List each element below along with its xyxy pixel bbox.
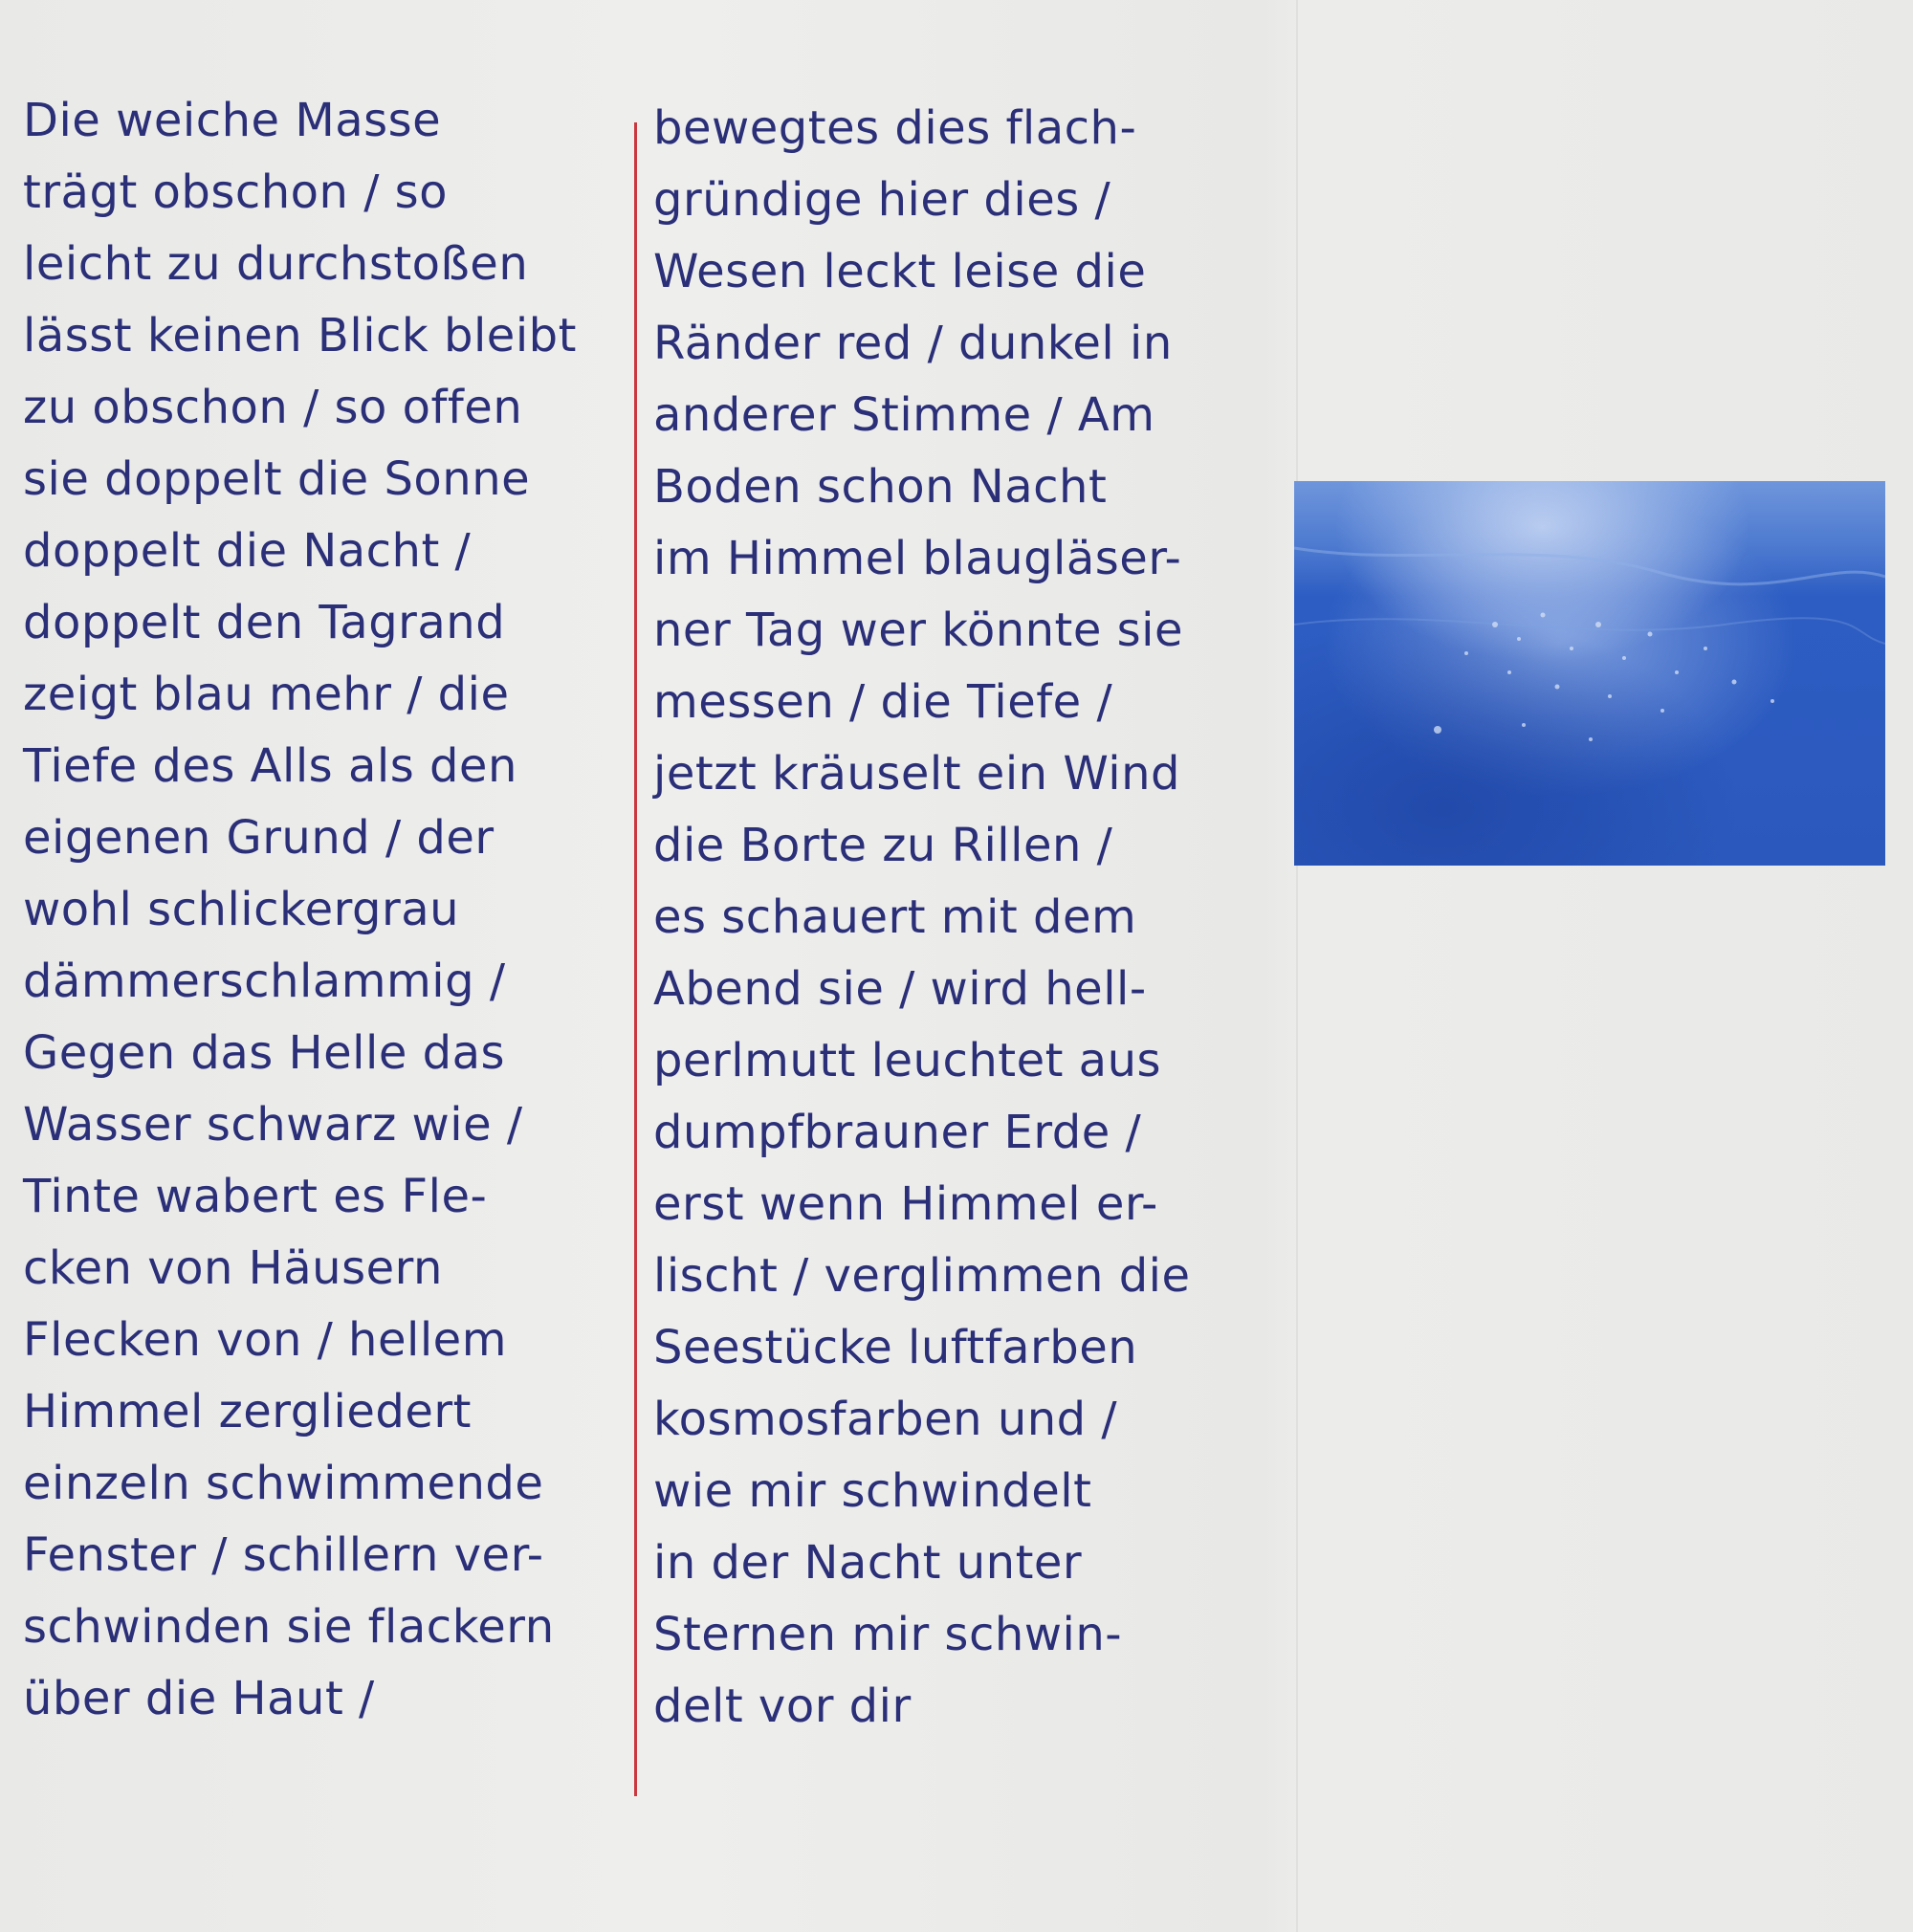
poem-line: wie mir schwindelt xyxy=(653,1464,1092,1518)
poem-line: messen / die Tiefe / xyxy=(653,675,1113,729)
poem-line: Fenster / schillern ver- xyxy=(23,1528,544,1582)
poem-line: Tinte wabert es Fle- xyxy=(23,1170,488,1223)
poem-line: sie doppelt die Sonne xyxy=(23,452,531,506)
poem-line: einzeln schwimmende xyxy=(23,1457,544,1510)
poem-line: über die Haut / xyxy=(23,1672,375,1725)
poem-line: zeigt blau mehr / die xyxy=(23,668,510,721)
poem-line: leicht zu durchstoßen xyxy=(23,237,529,291)
poem-line: ner Tag wer könnte sie xyxy=(653,604,1184,657)
poem-line: im Himmel blaugläser- xyxy=(653,532,1182,585)
poem-line: schwinden sie flackern xyxy=(23,1600,555,1654)
poem-line: Wesen leckt leise die xyxy=(653,245,1147,298)
poem-line: zu obschon / so offen xyxy=(23,381,523,434)
poem-line: in der Nacht unter xyxy=(653,1536,1083,1590)
poem-line: es schauert mit dem xyxy=(653,890,1137,944)
poem-line: Boden schon Nacht xyxy=(653,460,1108,514)
poem-line: wohl schlickergrau xyxy=(23,883,460,936)
poem-line: Seestücke luftfarben xyxy=(653,1321,1138,1374)
poem-line: kosmosfarben und / xyxy=(653,1393,1118,1446)
poem-line: Gegen das Helle das xyxy=(23,1026,506,1080)
poem-column-left xyxy=(23,85,577,1735)
poem-line: Ränder red / dunkel in xyxy=(653,317,1173,370)
poem-line: dumpfbrauner Erde / xyxy=(653,1106,1142,1159)
poem-line: doppelt den Tagrand xyxy=(23,596,506,649)
poem-line: Tiefe des Alls als den xyxy=(23,739,517,793)
poem-line: Himmel zergliedert xyxy=(23,1385,472,1438)
poem-line: eigenen Grund / der xyxy=(23,811,495,865)
poem-line: anderer Stimme / Am xyxy=(653,388,1155,442)
poem-line: Wasser schwarz wie / xyxy=(23,1098,523,1152)
poem-line: gründige hier dies / xyxy=(653,173,1111,227)
poem-line: lässt keinen Blick bleibt xyxy=(23,309,577,362)
poem-line: Sternen mir schwin- xyxy=(653,1608,1123,1661)
poem-line: Flecken von / hellem xyxy=(23,1313,507,1367)
poem-line: lischt / verglimmen die xyxy=(653,1249,1191,1303)
water-photo-graphic xyxy=(1294,481,1885,866)
red-stitch-binding xyxy=(634,122,637,1796)
poem-line: cken von Häusern xyxy=(23,1241,443,1295)
poem-line: delt vor dir xyxy=(653,1680,912,1733)
poem-line: jetzt kräuselt ein Wind xyxy=(653,747,1180,801)
poem-line: trägt obschon / so xyxy=(23,165,449,219)
poem-line: Abend sie / wird hell- xyxy=(653,962,1147,1016)
poem-line: doppelt die Nacht / xyxy=(23,524,472,578)
poem-column-right xyxy=(653,93,1191,1743)
poem-line: erst wenn Himmel er- xyxy=(653,1177,1158,1231)
page-fold xyxy=(1296,0,1298,1932)
blue-water-photo xyxy=(1294,481,1885,866)
poem-line: bewegtes dies flach- xyxy=(653,101,1137,155)
poem-line: die Borte zu Rillen / xyxy=(653,819,1113,872)
poem-line: dämmerschlammig / xyxy=(23,955,506,1008)
poem-line: perlmutt leuchtet aus xyxy=(653,1034,1162,1087)
poem-line: Die weiche Masse xyxy=(23,94,442,147)
